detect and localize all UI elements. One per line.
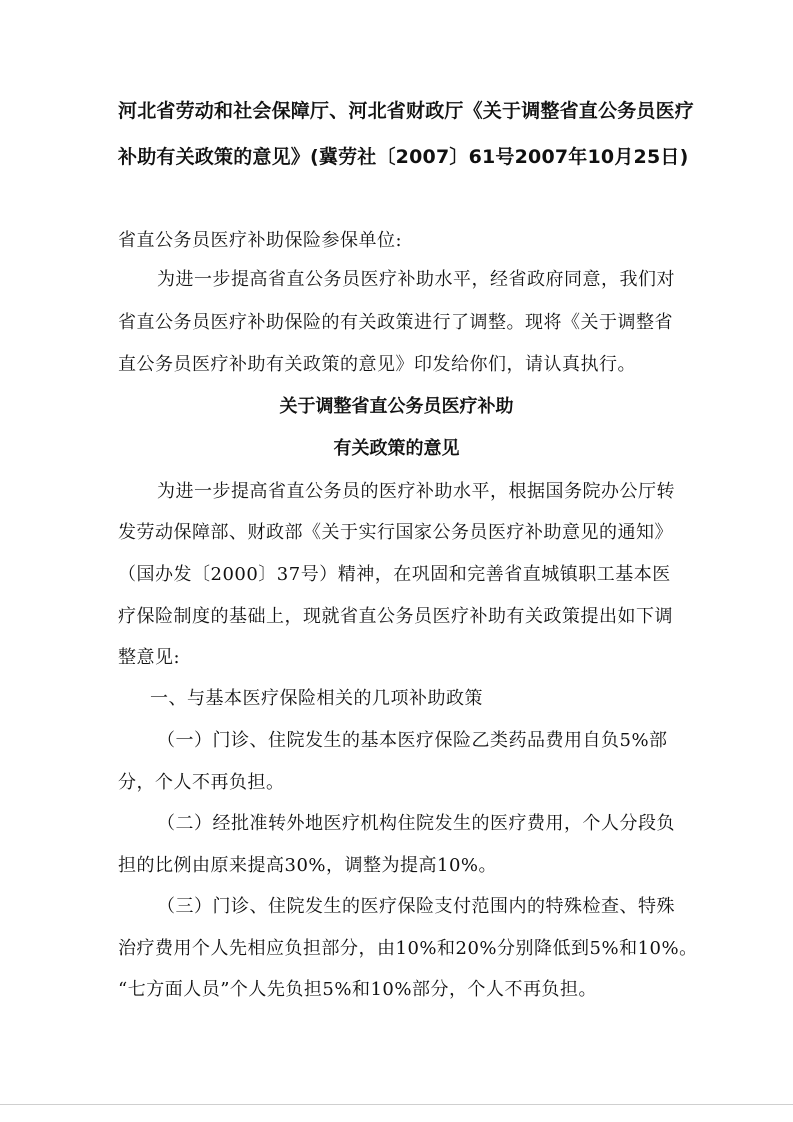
opinion-intro-line-4: 疗保险制度的基础上，现就省直公务员医疗补助有关政策提出如下调 xyxy=(118,606,673,627)
opinion-title-line-2: 有关政策的意见 xyxy=(333,438,460,459)
addressee: 省直公务员医疗补助保险参保单位: xyxy=(118,230,403,251)
item-3-line-3: “七方面人员”个人先负担5%和10%部分，个人不再负担。 xyxy=(118,979,597,1000)
item-2-line-2: 担的比例由原来提高30%，调整为提高10%。 xyxy=(118,855,498,876)
opinion-intro-line-1: 为进一步提高省直公务员的医疗补助水平，根据国务院办公厅转 xyxy=(157,481,675,502)
document-title-line-1: 河北省劳动和社会保障厅、河北省财政厅《关于调整省直公务员医疗 xyxy=(118,100,695,122)
item-2-line-1: （二）经批准转外地医疗机构住院发生的医疗费用，个人分段负 xyxy=(157,813,675,834)
opinion-intro-line-3: （国办发〔2000〕37号）精神，在巩固和完善省直城镇职工基本医 xyxy=(118,564,671,585)
opinion-intro-line-2: 发劳动保障部、财政部《关于实行国家公务员医疗补助意见的通知》 xyxy=(118,522,673,543)
intro-line-3: 直公务员医疗补助有关政策的意见》印发给你们，请认真执行。 xyxy=(118,354,636,375)
item-3-line-2: 治疗费用个人先相应负担部分，由10%和20%分别降低到5%和10%。 xyxy=(118,938,698,959)
intro-line-1: 为进一步提高省直公务员医疗补助水平，经省政府同意，我们对 xyxy=(157,269,675,290)
section-1-heading: 一、与基本医疗保险相关的几项补助政策 xyxy=(150,688,483,709)
opinion-intro-line-5: 整意见: xyxy=(118,647,181,668)
intro-line-2: 省直公务员医疗补助保险的有关政策进行了调整。现将《关于调整省 xyxy=(118,312,673,333)
item-1-line-1: （一）门诊、住院发生的基本医疗保险乙类药品费用自负5%部 xyxy=(157,730,668,751)
item-3-line-1: （三）门诊、住院发生的医疗保险支付范围内的特殊检查、特殊 xyxy=(157,896,675,917)
document-title-line-2: 补助有关政策的意见》(冀劳社〔2007〕61号2007年10月25日) xyxy=(118,146,689,168)
item-1-line-2: 分，个人不再负担。 xyxy=(118,772,285,793)
page-bottom-divider xyxy=(0,1104,793,1105)
opinion-title-line-1: 关于调整省直公务员医疗补助 xyxy=(279,396,514,417)
